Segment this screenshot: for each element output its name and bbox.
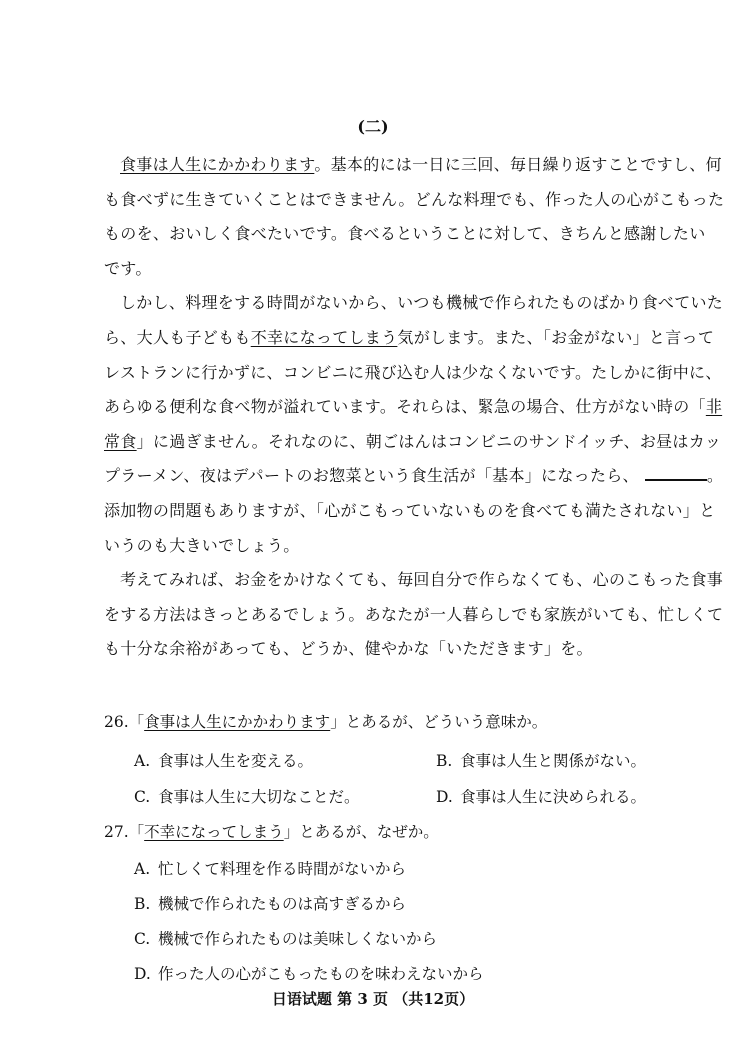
question-text: 」とあるが、どういう意味か。 bbox=[330, 713, 548, 731]
passage-text: 。 bbox=[706, 466, 724, 486]
passage-line: しかし、料理をする時間がないから、いつも機械で作られたものばかり食べていた bbox=[120, 293, 724, 313]
passage-text: 。基本的には一日に三回、毎日繰り返すことですし、何 bbox=[314, 155, 722, 174]
option-letter: D. bbox=[134, 965, 151, 983]
question-text: 」とあるが、なぜか。 bbox=[283, 823, 439, 841]
passage-text: 」に過ぎません。それなのに、朝ごはんはコンビニのサンドイッチ、お昼はカッ bbox=[136, 431, 722, 451]
passage-line bbox=[104, 459, 724, 494]
passage-line: も十分な余裕があっても、どうか、健やかな「いただきます」を。 bbox=[104, 639, 593, 659]
passage-text: ら、大人も子どもも bbox=[104, 327, 251, 347]
option-letter: C. bbox=[134, 788, 151, 806]
answer-blank bbox=[645, 467, 707, 481]
passage-line: 考えてみれば、お金をかけなくても、毎回自分で作らなくても、心のこもった食事 bbox=[120, 570, 724, 590]
passage-line: 添加物の問題もありますが、「心がこもっていないものを食べても満たされない」と bbox=[104, 500, 716, 520]
passage-line bbox=[104, 390, 723, 425]
passage-line: です。 bbox=[104, 258, 152, 278]
option-letter: A. bbox=[134, 752, 151, 770]
question-number: 27. bbox=[104, 823, 129, 841]
question-text: 「 bbox=[128, 713, 145, 731]
option-text: 食事は人生と関係がない。 bbox=[460, 752, 647, 770]
option-letter: B. bbox=[436, 752, 453, 770]
paragraph-1 bbox=[104, 148, 725, 286]
option-text: 機械で作られたものは高すぎるから bbox=[158, 895, 407, 913]
passage-line bbox=[104, 425, 722, 460]
passage-line: レストランに行かずに、コンビニに飛び込む人は少なくないです。たしかに街中に、 bbox=[104, 362, 722, 382]
passage-line: ものを、おいしく食べたいです。食べるということに対して、きちんと感謝したい bbox=[104, 224, 706, 244]
passage-line bbox=[104, 321, 715, 356]
underlined-phrase: 食事は人生にかかわります bbox=[120, 155, 315, 174]
page-footer: 日语试题 第 3 页 （共12页） bbox=[271, 990, 475, 1008]
question-26 bbox=[104, 710, 547, 732]
option-27-a[interactable] bbox=[134, 857, 406, 879]
option-26-b[interactable] bbox=[436, 749, 646, 771]
option-text: 機械で作られたものは美味しくないから bbox=[158, 930, 438, 948]
passage-line bbox=[104, 148, 722, 183]
paragraph-3 bbox=[104, 563, 724, 667]
passage-line: も食べずに生きていくことはできません。どんな料理でも、作った人の心がこもった bbox=[104, 189, 725, 209]
passage-text: あらゆる便利な食べ物が溢れています。それらは、緊急の場合、仕方がない時の「 bbox=[104, 397, 706, 417]
option-letter: D. bbox=[436, 788, 453, 806]
option-26-d[interactable] bbox=[436, 785, 646, 807]
option-letter: A. bbox=[134, 860, 151, 878]
passage-line: をする方法はきっとあるでしょう。あなたが一人暮らしでも家族がいても、忙しくて bbox=[104, 604, 724, 624]
option-text: 食事は人生を変える。 bbox=[158, 752, 314, 770]
section-title: (二) bbox=[357, 117, 389, 136]
question-27 bbox=[104, 820, 439, 842]
option-text: 食事は人生に大切なことだ。 bbox=[158, 788, 360, 806]
option-27-b[interactable] bbox=[134, 892, 406, 914]
underlined-phrase: 不幸になってしまう bbox=[144, 823, 284, 841]
underlined-phrase: 非 bbox=[705, 397, 723, 417]
passage-line: いうのも大きいでしょう。 bbox=[104, 535, 300, 555]
option-letter: C. bbox=[134, 930, 151, 948]
passage-text: 気がします。また、「お金がない」と言って bbox=[397, 327, 715, 347]
option-26-c[interactable] bbox=[134, 785, 360, 807]
paragraph-2 bbox=[104, 286, 724, 563]
option-text: 忙しくて料理を作る時間がないから bbox=[158, 860, 407, 878]
option-text: 作った人の心がこもったものを味わえないから bbox=[158, 965, 484, 983]
option-text: 食事は人生に決められる。 bbox=[460, 788, 647, 806]
option-letter: B. bbox=[134, 895, 151, 913]
question-number: 26. bbox=[104, 713, 129, 731]
underlined-phrase: 不幸になってしまう bbox=[250, 327, 398, 347]
option-27-c[interactable] bbox=[134, 927, 437, 949]
question-text: 「 bbox=[128, 823, 145, 841]
underlined-phrase: 常食 bbox=[104, 431, 137, 451]
underlined-phrase: 食事は人生にかかわります bbox=[144, 713, 331, 731]
option-27-d[interactable] bbox=[134, 962, 484, 984]
reading-passage bbox=[104, 148, 725, 667]
option-26-a[interactable] bbox=[134, 749, 313, 771]
passage-text: プラーメン、夜はデパートのお惣菜という食生活が「基本」になったら、 bbox=[104, 466, 639, 486]
